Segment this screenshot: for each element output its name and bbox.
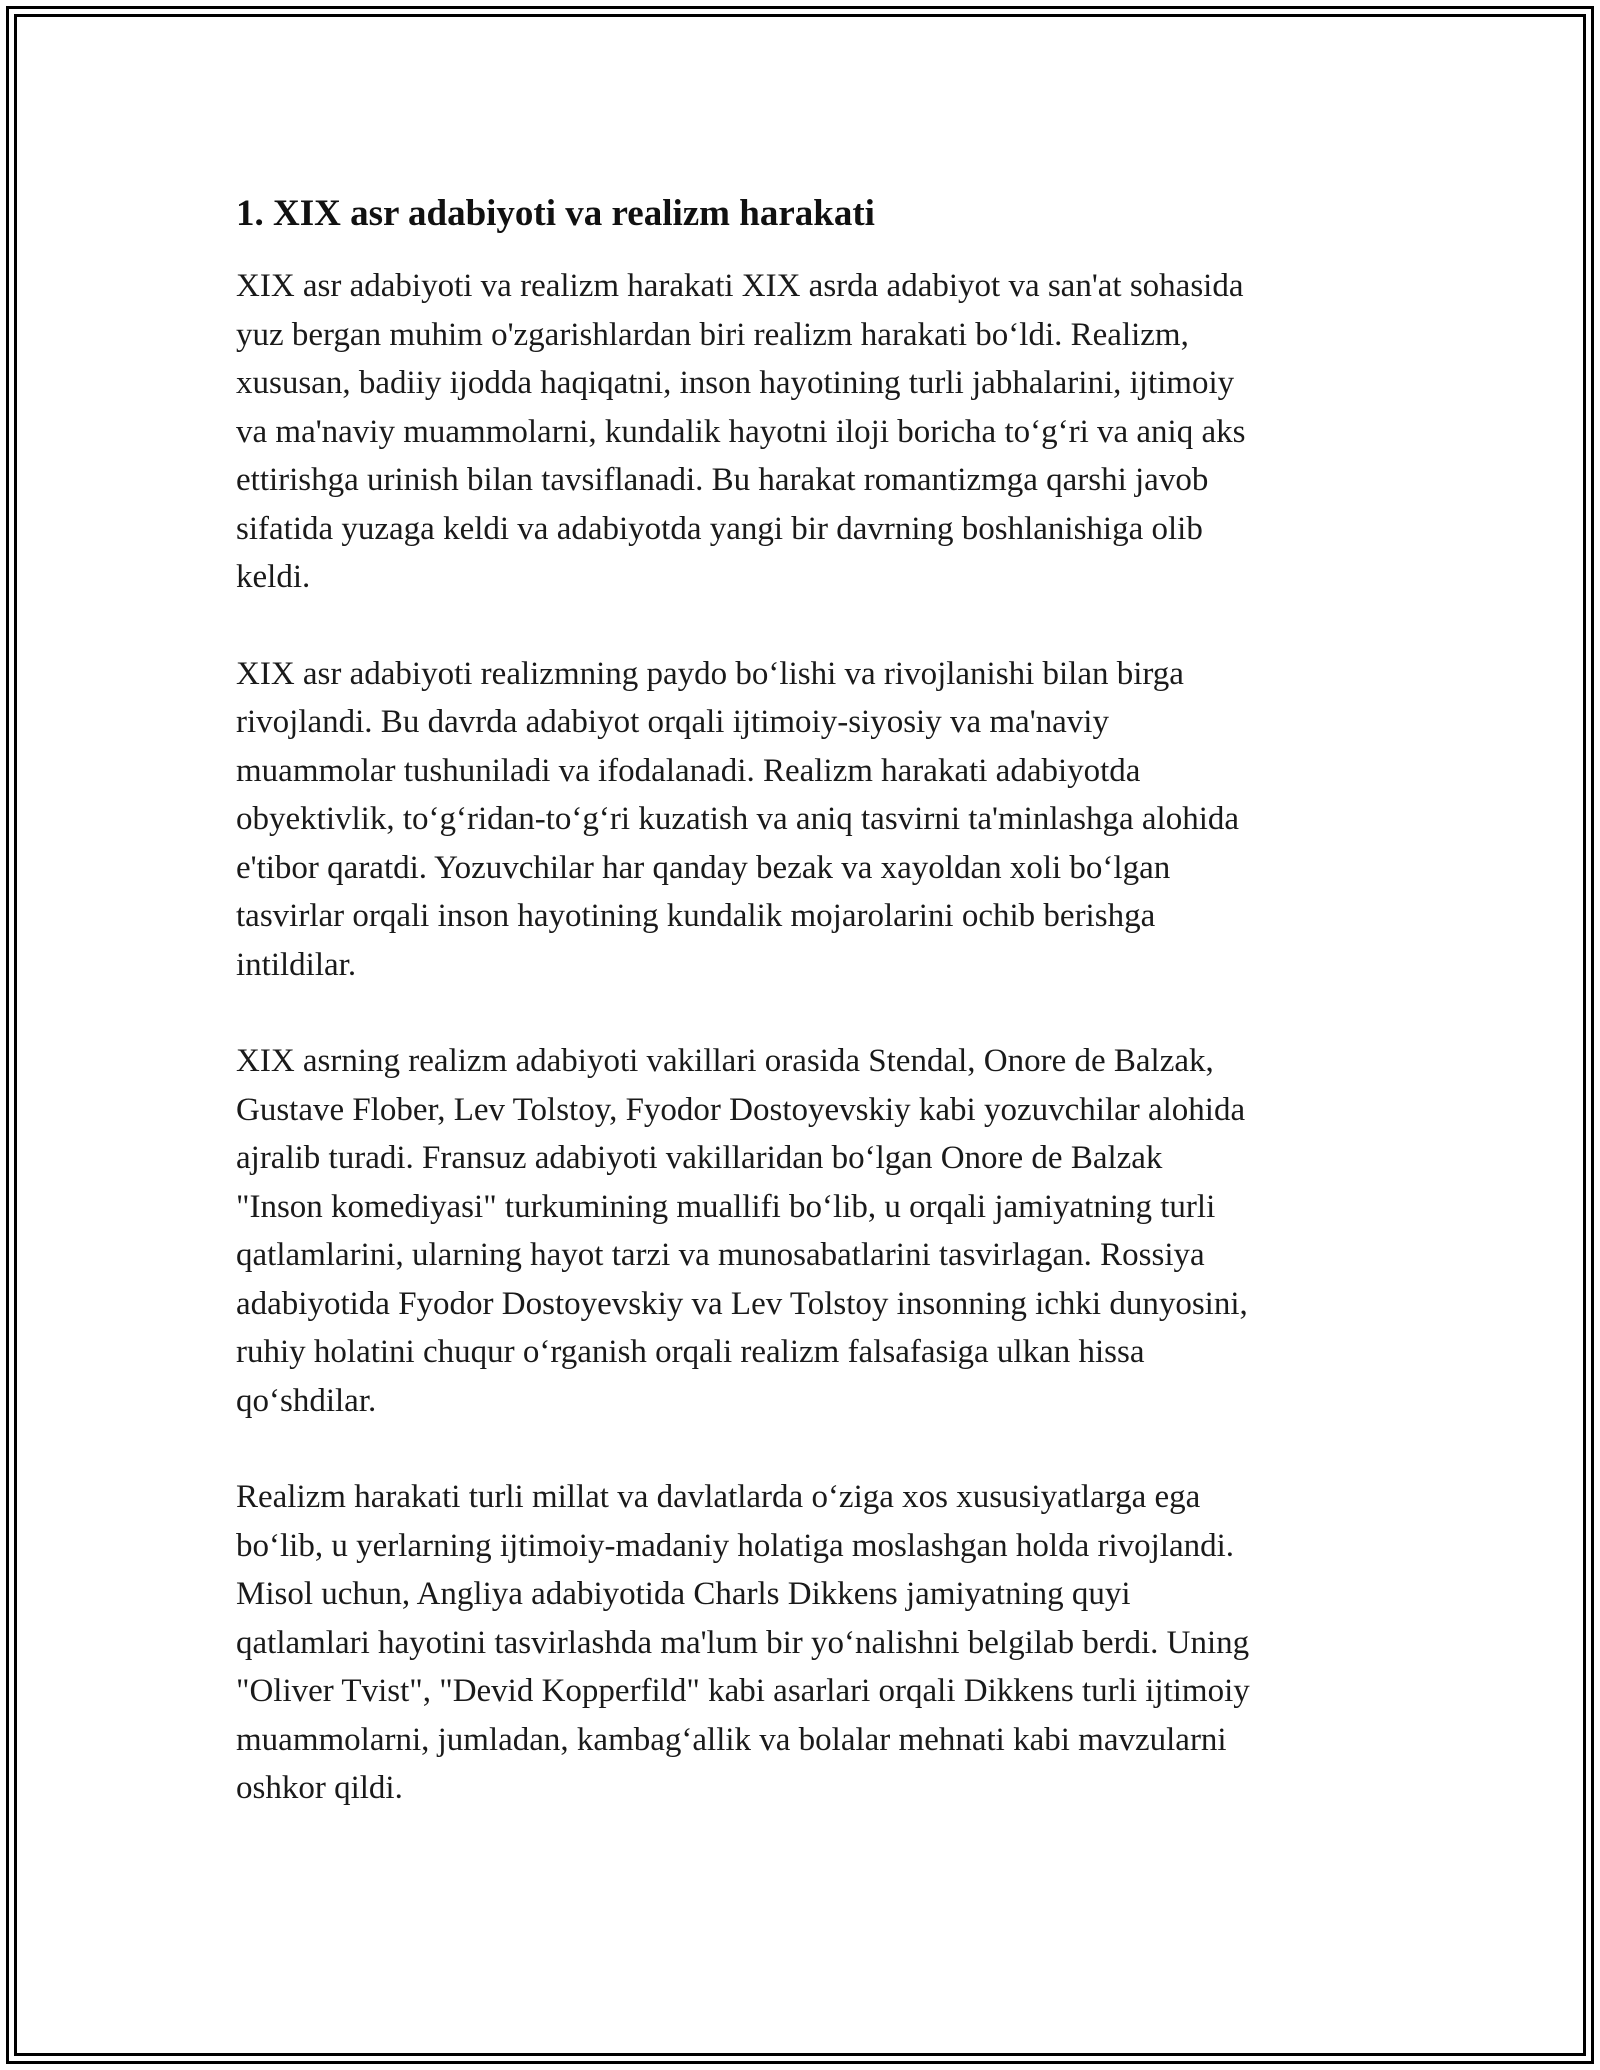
paragraph-line: Realizm harakati turli millat va davlatlarda o‘ziga xos xususiyatlarga ega: [236, 1479, 1201, 1515]
paragraph-line: muammolarni, jumladan, kambag‘allik va bolalar mehnati kabi mavzularni: [236, 1721, 1227, 1758]
paragraph-line: ajralib turadi. Fransuz adabiyoti vakillaridan bo‘lgan Onore de Balzak: [236, 1140, 1163, 1176]
paragraph: [236, 262, 1376, 602]
paragraph: [236, 1473, 1376, 1813]
paragraph-line: oshkor qildi.: [236, 1770, 403, 1806]
paragraph-line: Misol uchun, Angliya adabiyotida Charls Dikkens jamiyatning quyi: [236, 1576, 1131, 1612]
document-page: [236, 188, 1376, 1861]
paragraph-line: XIX asr adabiyoti realizmning paydo bo‘lishi va rivojlanishi bilan birga: [236, 655, 1184, 692]
paragraph-line: muammolar tushuniladi va ifodalanadi. Realizm harakati adabiyotda: [236, 752, 1141, 789]
paragraph-line: tasvirlar orqali inson hayotining kundalik mojarolarini ochib berishga: [236, 898, 1156, 934]
paragraph-line: adabiyotida Fyodor Dostoyevskiy va Lev Tolstoy insonning ichki dunyosini,: [236, 1285, 1248, 1322]
paragraph-line: bo‘lib, u yerlarning ijtimoiy-madaniy holatiga moslashgan holda rivojlandi.: [236, 1527, 1235, 1564]
paragraph-line: intildilar.: [236, 946, 357, 983]
paragraph-line: "Inson komediyasi" turkumining muallifi bo‘lib, u orqali jamiyatning turli: [236, 1188, 1216, 1225]
paragraph-line: e'tibor qaratdi. Yozuvchilar har qanday bezak va xayoldan xoli bo‘lgan: [236, 849, 1171, 886]
section-heading: 1. XIX asr adabiyoti va realizm harakati: [236, 193, 875, 234]
paragraph-line: "Oliver Tvist", "Devid Kopperfild" kabi asarlari orqali Dikkens turli ijtimoiy: [236, 1673, 1250, 1709]
paragraph-line: ruhiy holatini chuqur o‘rganish orqali realizm falsafasiga ulkan hissa: [236, 1334, 1145, 1370]
paragraph-line: Gustave Flober, Lev Tolstoy, Fyodor Dostoyevskiy kabi yozuvchilar alohida: [236, 1091, 1246, 1128]
paragraph-line: obyektivlik, to‘g‘ridan-to‘g‘ri kuzatish va aniq tasvirni ta'minlashga alohida: [236, 801, 1240, 837]
paragraph-line: rivojlandi. Bu davrda adabiyot orqali ijtimoiy-siyosiy va ma'naviy: [236, 704, 1109, 740]
paragraph-line: xususan, badiiy ijodda haqiqatni, inson hayotining turli jabhalarini, ijtimoiy: [236, 365, 1235, 401]
paragraph-line: qatlamlari hayotini tasvirlashda ma'lum bir yo‘nalishni belgilab berdi. Uning: [236, 1624, 1250, 1661]
paragraph: [236, 1037, 1376, 1425]
paragraph-line: ettirishga urinish bilan tavsiflanadi. Bu harakat romantizmga qarshi javob: [236, 462, 1209, 498]
paragraph-line: keldi.: [236, 559, 311, 595]
paragraph: [236, 650, 1376, 990]
document-body: [236, 262, 1376, 1813]
paragraph-line: XIX asrning realizm adabiyoti vakillari orasida Stendal, Onore de Balzak,: [236, 1043, 1214, 1079]
paragraph-line: sifatida yuzaga keldi va adabiyotda yangi bir davrning boshlanishiga olib: [236, 510, 1203, 547]
paragraph-line: va ma'naviy muammolarni, kundalik hayotni iloji boricha to‘g‘ri va aniq aks: [236, 413, 1246, 450]
paragraph-line: qatlamlarini, ularning hayot tarzi va munosabatlarini tasvirlagan. Rossiya: [236, 1237, 1205, 1273]
paragraph-line: qo‘shdilar.: [236, 1382, 377, 1419]
paragraph-line: yuz bergan muhim o'zgarishlardan biri realizm harakati bo‘ldi. Realizm,: [236, 316, 1189, 353]
paragraph-line: XIX asr adabiyoti va realizm harakati XIX asrda adabiyot va san'at sohasida: [236, 268, 1244, 304]
